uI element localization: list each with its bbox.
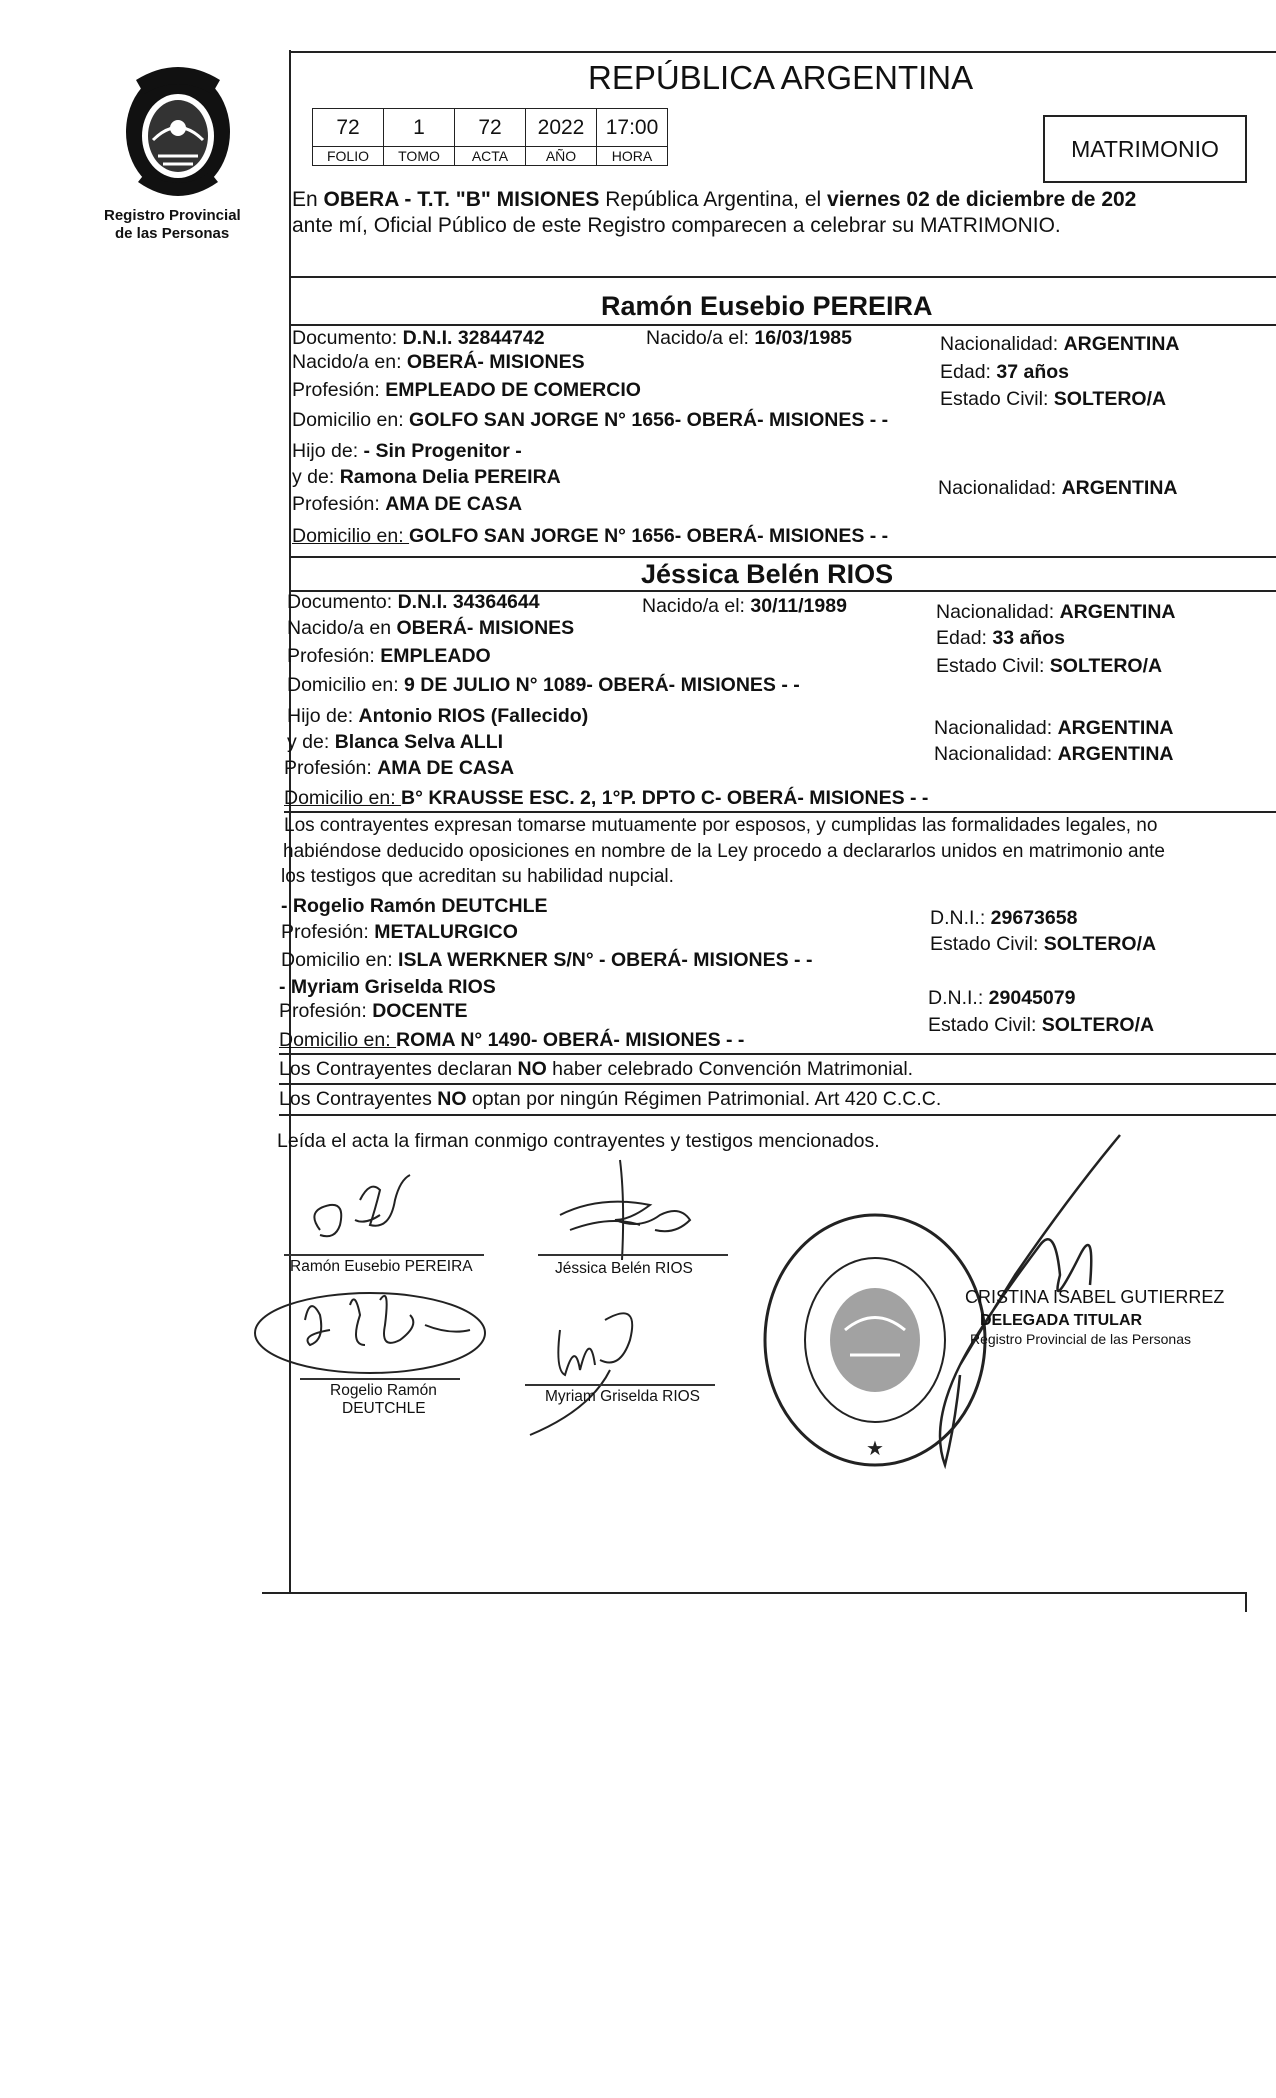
spouse1-name: Ramón Eusebio PEREIRA <box>601 291 933 321</box>
notes-rule-3 <box>279 1114 1276 1116</box>
spouse2-father: Hijo de: Antonio RIOS (Fallecido) <box>287 705 589 727</box>
witness1-signature-line <box>300 1378 460 1380</box>
spouse2-mother: y de: Blanca Selva ALLI <box>287 731 504 753</box>
spouse2-civil-status: Estado Civil: SOLTERO/A <box>936 655 1163 677</box>
act-type-box <box>1043 115 1247 183</box>
anio-label: AÑO <box>526 147 597 166</box>
spouse1-signature <box>300 1170 450 1260</box>
spouse1-rule <box>291 324 1276 326</box>
spouse2-signature-line <box>538 1254 728 1256</box>
spouse2-name: Jéssica Belén RIOS <box>641 559 894 589</box>
frame-bottom-border <box>262 1592 1247 1594</box>
official-registry: Registro Provincial de las Personas <box>970 1331 1191 1347</box>
spouse2-nationality: Nacionalidad: ARGENTINA <box>936 601 1176 623</box>
witness2-address: Domicilio en: ROMA N° 1490- OBERÁ- MISIONES - - <box>279 1029 745 1051</box>
declaration-line-2: habiéndose deducido oposiciones en nombre de la Ley procedo a declararlos unidos en matrimonio ante <box>283 841 1165 862</box>
spouse2-parent-profession: Profesión: AMA DE CASA <box>284 757 515 779</box>
spouse2-document: Documento: D.N.I. 34364644 <box>287 591 540 613</box>
folio-value: 72 <box>313 109 384 147</box>
official-name: CRISTINA ISABEL GUTIERREZ <box>965 1287 1225 1307</box>
convention-note: Los Contrayentes declaran NO haber celebrado Convención Matrimonial. <box>279 1058 914 1080</box>
witness2-profession: Profesión: DOCENTE <box>279 1000 468 1022</box>
register-table <box>312 108 668 166</box>
spouse2-signature-label: Jéssica Belén RIOS <box>555 1260 693 1277</box>
act-type-label: MATRIMONIO <box>1071 135 1219 162</box>
witness1-civil-status: Estado Civil: SOLTERO/A <box>930 933 1157 955</box>
acta-label: ACTA <box>455 147 526 166</box>
intro-line-1: En OBERA - T.T. "B" MISIONES República Argentina, el viernes 02 de diciembre de 202 <box>292 188 1137 211</box>
notes-rule-2 <box>279 1083 1276 1085</box>
declaration-line-1: Los contrayentes expresan tomarse mutuamente por esposos, y cumplidas las formalidades legales, no <box>284 815 1158 836</box>
anio-value: 2022 <box>526 109 597 147</box>
folio-label: FOLIO <box>313 147 384 166</box>
witness2-signature-label: Myriam Griselda RIOS <box>545 1388 701 1405</box>
spouse1-civil-status: Estado Civil: SOLTERO/A <box>940 388 1167 410</box>
spouse1-mother-nationality: Nacionalidad: ARGENTINA <box>938 477 1178 499</box>
spouse1-parent-profession: Profesión: AMA DE CASA <box>292 493 523 515</box>
witness1-dni: D.N.I.: 29673658 <box>930 907 1078 929</box>
witness2-signature <box>510 1300 690 1440</box>
notes-rule-1 <box>279 1053 1276 1055</box>
witness2-signature-line <box>525 1384 715 1386</box>
spouse2-mother-nationality: Nacionalidad: ARGENTINA <box>934 743 1174 765</box>
witness1-profession: Profesión: METALURGICO <box>281 921 518 943</box>
registry-name-line1: Registro Provincial <box>104 207 241 224</box>
hora-value: 17:00 <box>597 109 668 147</box>
witness2-name: - Myriam Griselda RIOS <box>279 976 496 998</box>
acta-value: 72 <box>455 109 526 147</box>
spouse2-age: Edad: 33 años <box>936 627 1066 649</box>
spouse-divider <box>291 556 1276 558</box>
spouse2-address: Domicilio en: 9 DE JULIO N° 1089- OBERÁ- MISIONES - - <box>287 674 800 696</box>
document-title: REPÚBLICA ARGENTINA <box>588 59 974 96</box>
spouse1-address: Domicilio en: GOLFO SAN JORGE N° 1656- OBERÁ- MISIONES - - <box>292 409 889 431</box>
spouse1-document: Documento: D.N.I. 32844742 <box>292 327 545 349</box>
spouse1-father: Hijo de: - Sin Progenitor - <box>292 440 522 462</box>
official-title: DELEGADA TITULAR <box>980 1312 1143 1329</box>
hora-label: HORA <box>597 147 668 166</box>
witness2-dni: D.N.I.: 29045079 <box>928 987 1076 1009</box>
spouse1-birth-place: Nacido/a en: OBERÁ- MISIONES <box>292 351 585 373</box>
spouse1-age: Edad: 37 años <box>940 361 1070 383</box>
spouse2-parent-address: Domicilio en: B° KRAUSSE ESC. 2, 1°P. DPTO C- OBERÁ- MISIONES - - <box>284 787 929 809</box>
witness1-signature-label-1: Rogelio Ramón <box>330 1382 437 1399</box>
declaration-rule <box>284 811 1276 813</box>
svg-text:★: ★ <box>866 1438 884 1460</box>
witness1-address: Domicilio en: ISLA WERKNER S/N° - OBERÁ- MISIONES - - <box>281 949 813 971</box>
tomo-value: 1 <box>384 109 455 147</box>
spouse1-nationality: Nacionalidad: ARGENTINA <box>940 333 1180 355</box>
spouse2-father-nationality: Nacionalidad: ARGENTINA <box>934 717 1174 739</box>
intro-line-2: ante mí, Oficial Público de este Registro comparecen a celebrar su MATRIMONIO. <box>292 214 1061 237</box>
spouse1-birth-date: Nacido/a el: 16/03/1985 <box>646 327 853 349</box>
spouse1-mother: y de: Ramona Delia PEREIRA <box>292 466 561 488</box>
misiones-coat-of-arms-logo <box>108 60 248 208</box>
frame-right-border <box>1245 1592 1247 1612</box>
spouse1-signature-label: Ramón Eusebio PEREIRA <box>290 1258 473 1275</box>
section-divider <box>291 276 1276 278</box>
witness2-civil-status: Estado Civil: SOLTERO/A <box>928 1014 1155 1036</box>
regime-note: Los Contrayentes NO optan por ningún Régimen Patrimonial. Art 420 C.C.C. <box>279 1088 942 1110</box>
read-and-signed-note: Leída el acta la firman conmigo contrayentes y testigos mencionados. <box>277 1130 880 1152</box>
registry-name-line2: de las Personas <box>115 225 230 242</box>
spouse1-parent-address: Domicilio en: GOLFO SAN JORGE N° 1656- OBERÁ- MISIONES - - <box>292 525 889 547</box>
witness1-name: - Rogelio Ramón DEUTCHLE <box>281 895 548 917</box>
spouse1-profession: Profesión: EMPLEADO DE COMERCIO <box>292 379 641 401</box>
witness1-signature-label-2: DEUTCHLE <box>342 1400 426 1417</box>
spouse2-birth-date: Nacido/a el: 30/11/1989 <box>642 595 847 617</box>
spouse2-birth-place: Nacido/a en OBERÁ- MISIONES <box>287 617 575 639</box>
frame-top-border <box>291 51 1276 53</box>
declaration-line-3: los testigos que acreditan su habilidad nupcial. <box>281 866 674 887</box>
tomo-label: TOMO <box>384 147 455 166</box>
spouse1-signature-line <box>284 1254 484 1256</box>
spouse2-profession: Profesión: EMPLEADO <box>287 645 491 667</box>
